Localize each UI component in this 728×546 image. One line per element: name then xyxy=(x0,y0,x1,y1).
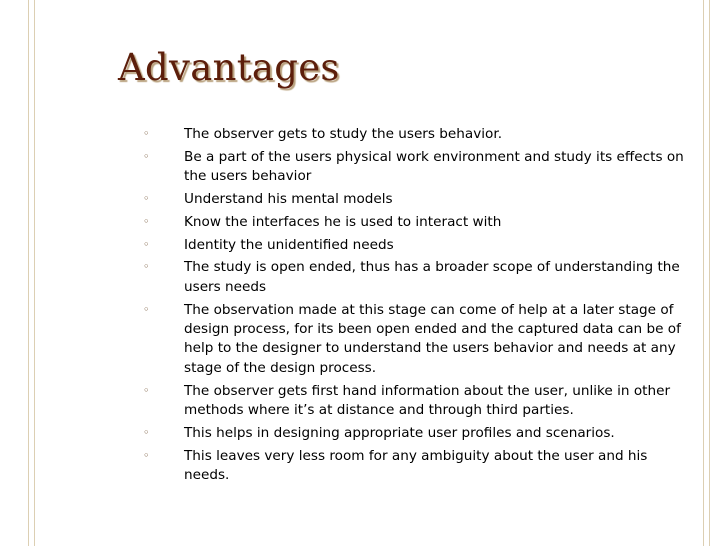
frame-line-left-inner xyxy=(34,0,35,546)
bullet-marker-icon: ◦ xyxy=(143,302,150,316)
bullet-text: Know the interfaces he is used to interact with xyxy=(184,213,502,230)
bullet-marker-icon: ◦ xyxy=(143,149,150,163)
bullet-marker-icon: ◦ xyxy=(143,192,150,205)
bullet-item xyxy=(142,447,694,486)
bullet-marker-icon: ◦ xyxy=(143,237,150,251)
bullet-item xyxy=(142,382,694,421)
frame-line-right-inner xyxy=(703,0,704,546)
frame-line-left-outer xyxy=(28,0,29,546)
bullet-item xyxy=(142,424,694,443)
bullet-marker-icon: ◦ xyxy=(143,448,150,462)
bullet-text: This helps in designing appropriate user profiles and scenarios. xyxy=(184,424,615,441)
bullet-item xyxy=(142,213,694,232)
bullet-text: The observation made at this stage can come of help at a later stage of design process, for its been open ended and the captured data can be of help to the designer to understand the users behavior and needs at any stage of the design process. xyxy=(184,301,681,376)
bullet-item xyxy=(142,301,694,379)
slide-title: Advantages xyxy=(118,46,340,89)
bullet-marker-icon: ◦ xyxy=(143,214,150,228)
bullet-item xyxy=(142,236,694,255)
bullet-marker-icon: ◦ xyxy=(143,425,150,439)
bullet-item xyxy=(142,190,694,209)
bullet-item xyxy=(142,148,694,187)
frame-line-right-outer xyxy=(709,0,710,546)
bullet-text: This leaves very less room for any ambiguity about the user and his needs. xyxy=(184,447,648,484)
bullet-marker-icon: ◦ xyxy=(143,127,150,140)
bullet-text: Be a part of the users physical work environment and study its effects on the users behavior xyxy=(184,148,684,185)
bullet-item xyxy=(142,125,694,144)
bullet-text: The observer gets first hand information about the user, unlike in other methods where it’s at distance and through third parties. xyxy=(184,382,671,419)
bullet-text: The study is open ended, thus has a broader scope of understanding the users needs xyxy=(184,259,680,295)
bullet-marker-icon: ◦ xyxy=(143,260,150,274)
bullet-marker-icon: ◦ xyxy=(143,383,150,397)
bullet-list xyxy=(142,125,694,489)
bullet-item xyxy=(142,258,694,297)
bullet-text: The observer gets to study the users behavior. xyxy=(184,126,503,142)
bullet-text: Identity the unidentified needs xyxy=(184,236,394,253)
bullet-text: Understand his mental models xyxy=(184,191,393,207)
